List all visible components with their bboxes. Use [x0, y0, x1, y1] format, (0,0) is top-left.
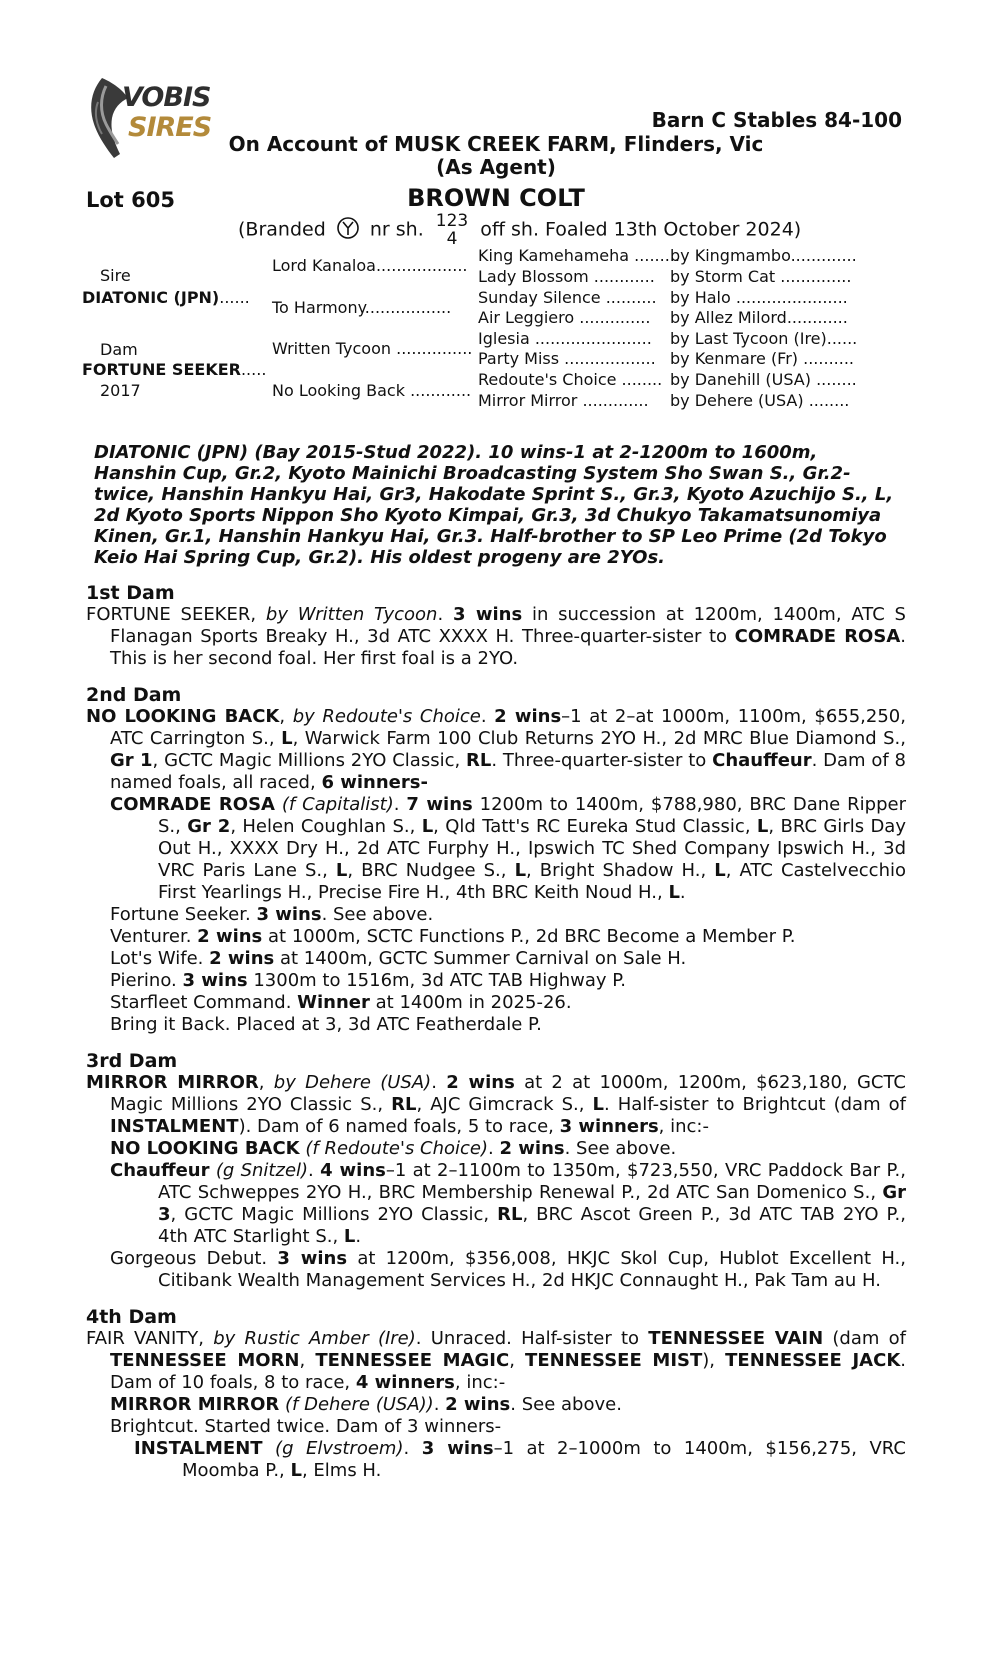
gen2-name: Written Tycoon: [272, 339, 392, 358]
progeny-record: Bring it Back. Placed at 3, 3d ATC Featherdale P.: [110, 1014, 542, 1035]
gen3-name: Iglesia: [478, 329, 530, 348]
dam-name: FORTUNE SEEKER.....: [82, 360, 267, 379]
catalogue-body: [86, 442, 906, 1482]
gen4-name: by Last Tycoon (Ire): [670, 329, 827, 348]
fourth-dam-heading: 4th Dam: [86, 1306, 177, 1328]
gen3-item: Party Miss ..................: [478, 349, 656, 368]
gen3-item: Mirror Mirror .............: [478, 391, 649, 410]
brand-number-bottom: 4: [446, 229, 458, 249]
gen3-name: Air Leggiero: [478, 308, 575, 327]
logo-text-vobis: VOBIS: [122, 82, 211, 113]
gen3-name: Party Miss: [478, 349, 560, 368]
brand-number: [436, 212, 468, 248]
page-title: BROWN COLT: [407, 184, 585, 212]
gen3-item: Iglesia .......................: [478, 329, 652, 348]
gen3-name: Redoute's Choice: [478, 370, 617, 389]
progeny-name: COMRADE ROSA: [110, 794, 275, 815]
dam-label: Dam: [100, 340, 138, 359]
brand-mark-icon: [336, 216, 360, 245]
gen4-item: by Halo ......................: [670, 288, 848, 307]
dam-name: NO LOOKING BACK: [86, 706, 280, 727]
gen4-name: by Danehill (USA): [670, 370, 811, 389]
gen3-item: Sunday Silence ..........: [478, 288, 657, 307]
gen3-item: Lady Blossom ............: [478, 267, 655, 286]
gen3-name: Mirror Mirror: [478, 391, 578, 410]
brand-line: [238, 212, 801, 248]
first-dam-record: FORTUNE SEEKER, by Written Tycoon. 3 wins in succession at 1200m, 1400m, ATC S Flanagan Sports Breaky H., 3d ATC XXXX H. Three-quarter-sister to COMRADE ROSA. This is her second foal. Her first foal is a 2YO.: [86, 604, 906, 669]
sire-stud-record: DIATONIC (JPN) (Bay 2015-Stud 2022). 10 wins-1 at 2-1200m to 1600m, Hanshin Cup, Gr.2, Kyoto Mainichi Broadcasting System Sho Swan S., Gr.2-twice, Hanshin Hankyu Hai, Gr3, Hakodate Sprint S., Gr.3, Kyoto Azuchijo S., L, 2d Kyoto Sports Nippon Sho Kyoto Kimpai, Gr.3, 3d Chukyo Takamatsunomiya Kinen, Gr.1, Hanshin Hankyu Hai, Gr.3. Half-brother to SP Leo Prime (2d Tokyo Keio Hai Spring Cup, Gr.2). His oldest progeny are 2YOs.: [94, 442, 894, 568]
gen2-name: To Harmony: [272, 298, 365, 317]
second-dam-heading: 2nd Dam: [86, 684, 182, 706]
gen2-item: Written Tycoon ...............: [272, 339, 473, 358]
gen4-name: by Halo: [670, 288, 731, 307]
progeny-record: Venturer. 2 wins at 1000m, SCTC Functions P., 2d BRC Become a Member P.: [110, 926, 796, 947]
third-dam-record: MIRROR MIRROR, by Dehere (USA). 2 wins at 2 at 1000m, 1200m, $623,180, GCTC Magic Millions 2YO Classic S., RL, AJC Gimcrack S., L. Half-sister to Brightcut (dam of INSTALMENT). Dam of 6 named foals, 5 to race, 3 winners, inc:-: [86, 1072, 906, 1137]
progeny-record: Chauffeur (g Snitzel). 4 wins–1 at 2–1100m to 1350m, $723,550, VRC Paddock Bar P., ATC Schweppes 2YO H., BRC Membership Renewal P., 2d ATC San Domenico S., Gr 3, GCTC Magic Millions 2YO Classic, RL, BRC Ascot Green P., 3d ATC TAB 2YO P., 4th ATC Starlight S., L.: [110, 1160, 906, 1247]
gen4-name: by Allez Milord: [670, 308, 787, 327]
dam-name: FAIR VANITY,: [86, 1328, 205, 1349]
progeny-record: Pierino. 3 wins 1300m to 1516m, 3d ATC TAB Highway P.: [110, 970, 626, 991]
gen4-item: by Storm Cat ..............: [670, 267, 852, 286]
first-dam-heading: 1st Dam: [86, 582, 175, 604]
gen4-item: by Kenmare (Fr) ..........: [670, 349, 854, 368]
gen3-name: Sunday Silence: [478, 288, 601, 307]
gen3-item: Redoute's Choice ........: [478, 370, 663, 389]
brand-mid: nr sh.: [369, 218, 424, 241]
gen4-item: by Kingmambo.............: [670, 246, 857, 265]
fourth-dam-record: FAIR VANITY, by Rustic Amber (Ire). Unraced. Half-sister to TENNESSEE VAIN (dam of TENNESSEE MORN, TENNESSEE MAGIC, TENNESSEE MIST), TENNESSEE JACK. Dam of 10 foals, 8 to race, 4 winners, inc:-: [86, 1328, 907, 1393]
progeny-record: MIRROR MIRROR (f Dehere (USA)). 2 wins. See above.: [110, 1394, 622, 1415]
dam-name: FORTUNE SEEKER,: [86, 604, 257, 625]
gen4-name: by Kenmare (Fr): [670, 349, 799, 368]
gen3-item: King Kamehameha .........: [478, 246, 680, 265]
logo-text-sires: SIRES: [128, 112, 212, 143]
agent-note: (As Agent): [436, 155, 556, 179]
vendor-account: On Account of MUSK CREEK FARM, Flinders, Vic: [228, 132, 764, 156]
dam-name: MIRROR MIRROR: [86, 1072, 259, 1093]
dam-sire: by Redoute's Choice: [292, 706, 481, 727]
progeny-record: Lot's Wife. 2 wins at 1400m, GCTC Summer Carnival on Sale H.: [110, 948, 687, 969]
dam-sire: by Written Tycoon: [265, 604, 438, 625]
second-dam-record: NO LOOKING BACK, by Redoute's Choice. 2 wins–1 at 2–at 1000m, 1100m, $655,250, ATC Carrington S., L, Warwick Farm 100 Club Returns 2YO H., 2d MRC Blue Diamond S., Gr 1, GCTC Magic Millions 2YO Classic, RL. Three-quarter-sister to Chauffeur. Dam of 8 named foals, all raced, 6 winners-: [86, 706, 906, 793]
dam-name-text: FORTUNE SEEKER: [82, 360, 241, 379]
wins: 3 wins: [452, 604, 523, 625]
gen2-item: No Looking Back ............: [272, 381, 472, 400]
progeny-record: COMRADE ROSA (f Capitalist). 7 wins 1200m to 1400m, $788,980, BRC Dane Ripper S., Gr 2, Helen Coughlan S., L, Qld Tatt's RC Eureka Stud Classic, L, BRC Girls Day Out H., XXXX Dry H., 2d ATC Furphy H., Ipswich TC Shed Company Ipswich H., 3d VRC Paris Lane S., L, BRC Nudgee S., L, Bright Shadow H., L, ATC Castelvecchio First Yearlings H., Precise Fire H., 4th BRC Keith Noud H., L.: [110, 794, 907, 903]
brand-number-top: 123: [435, 211, 469, 231]
gen4-item: by Danehill (USA) ........: [670, 370, 857, 389]
progeny-record: Fortune Seeker. 3 wins. See above.: [110, 904, 434, 925]
gen4-name: by Kingmambo: [670, 246, 791, 265]
progeny-record: Starfleet Command. Winner at 1400m in 2025-26.: [110, 992, 572, 1013]
sire-name: DIATONIC (JPN)......: [82, 288, 250, 307]
progeny-record: Brightcut. Started twice. Dam of 3 winners-: [110, 1416, 502, 1437]
gen3-item: Air Leggiero ..............: [478, 308, 651, 327]
sire-name-text: DIATONIC (JPN): [82, 288, 220, 307]
barn-location: Barn C Stables 84-100: [651, 108, 902, 132]
lot-number: Lot 605: [86, 188, 175, 212]
relative-name: COMRADE ROSA: [734, 626, 901, 647]
brand-prefix: (Branded: [238, 218, 326, 241]
gen2-name: Lord Kanaloa: [272, 256, 376, 275]
sire-label: Sire: [100, 266, 131, 285]
gen2-name: No Looking Back: [272, 381, 405, 400]
gen4-item: by Allez Milord............: [670, 308, 848, 327]
progeny-record: NO LOOKING BACK (f Redoute's Choice). 2 wins. See above.: [110, 1138, 677, 1159]
gen2-item: To Harmony.................: [272, 298, 452, 317]
gen4-name: by Storm Cat: [670, 267, 776, 286]
gen4-item: by Dehere (USA) ........: [670, 391, 850, 410]
gen3-name: Lady Blossom: [478, 267, 589, 286]
grand-progeny-record: INSTALMENT (g Elvstroem). 3 wins–1 at 2–1000m to 1400m, $156,275, VRC Moomba P., L, Elms H.: [134, 1438, 906, 1481]
brand-suffix: off sh. Foaled 13th October 2024): [480, 218, 802, 241]
progeny-record: Gorgeous Debut. 3 wins at 1200m, $356,008, HKJC Skol Cup, Hublot Excellent H., Citibank Wealth Management Services H., 2d HKJC Connaught H., Pak Tam au H.: [110, 1248, 907, 1291]
gen4-name: by Dehere (USA): [670, 391, 804, 410]
gen3-name: King Kamehameha: [478, 246, 630, 265]
third-dam-heading: 3rd Dam: [86, 1050, 178, 1072]
gen4-item: by Last Tycoon (Ire)......: [670, 329, 858, 348]
gen2-item: Lord Kanaloa..................: [272, 256, 468, 275]
dam-year: 2017: [100, 381, 141, 400]
